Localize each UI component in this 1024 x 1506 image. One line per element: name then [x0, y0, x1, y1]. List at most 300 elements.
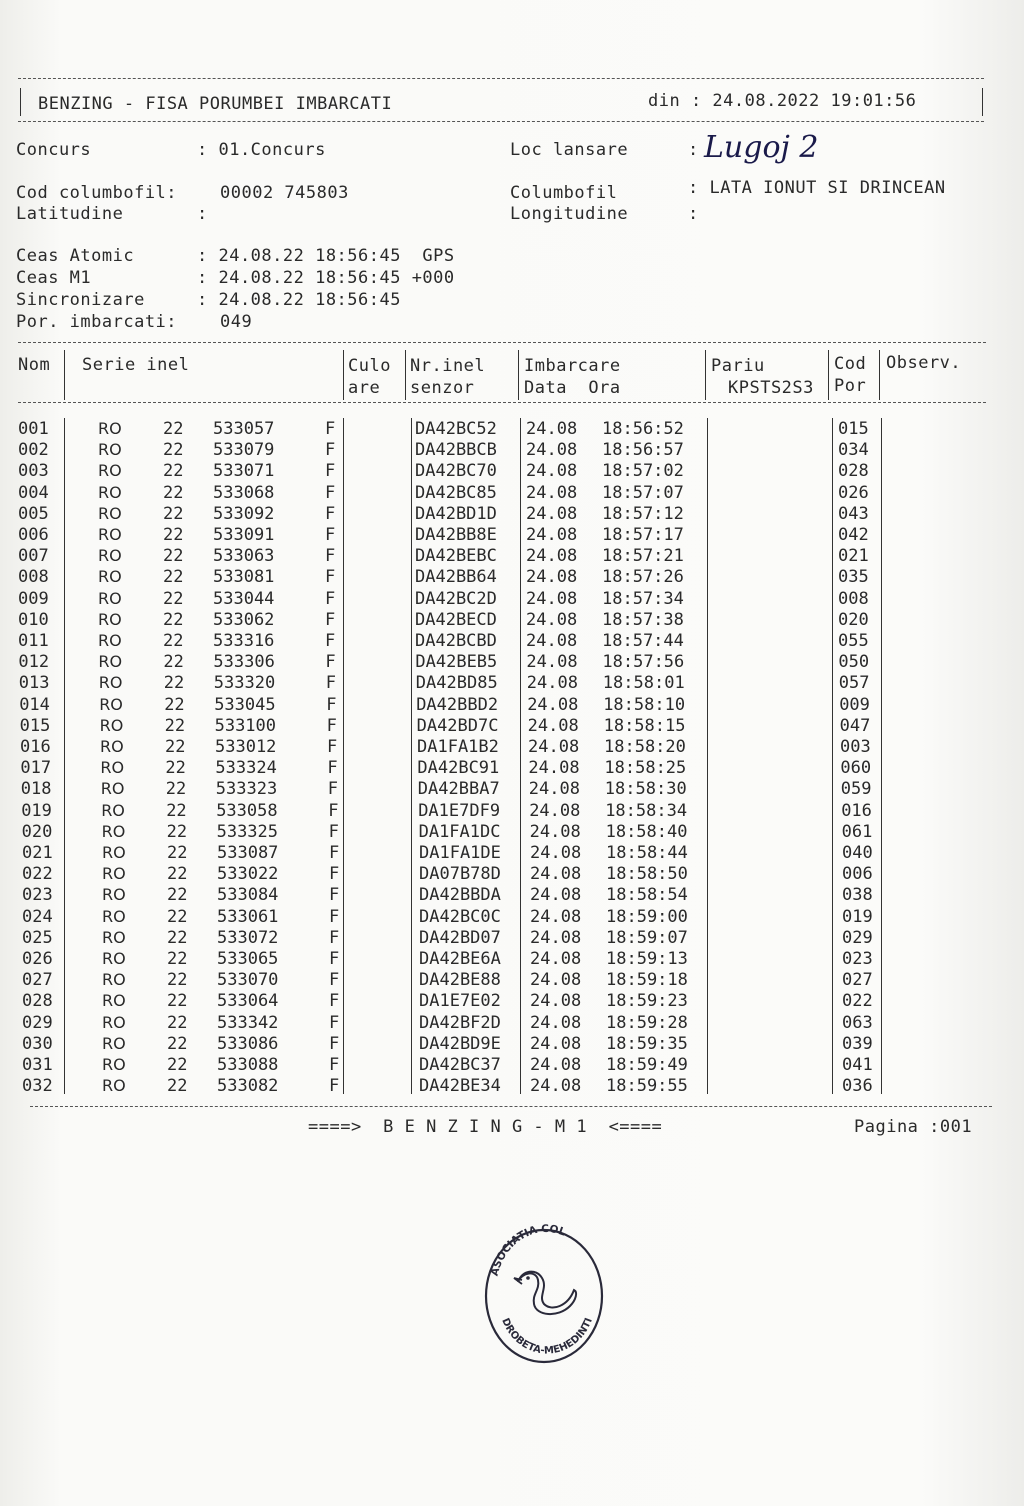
- cell-cod: 029: [842, 927, 873, 948]
- cell-ora: 18:59:28: [606, 1012, 688, 1033]
- cell-tara: RO: [98, 631, 122, 650]
- cell-nr: 533081: [213, 567, 275, 588]
- cell-ora: 18:57:34: [602, 588, 684, 609]
- col-culoare-header: Culo: [348, 356, 391, 376]
- cell-data: 24.08: [526, 673, 578, 694]
- cell-senzor: DA42BE6A: [419, 949, 501, 969]
- cell-cod: 055: [838, 631, 869, 651]
- cell-sex: F: [327, 737, 338, 757]
- cell-sex: F: [326, 715, 337, 736]
- cell-senzor: DA1FA1DC: [418, 821, 501, 842]
- cell-nom: 005: [18, 503, 49, 524]
- cell-an: 22: [167, 1012, 188, 1033]
- table-row: [0, 483, 1024, 504]
- table-row: [0, 419, 1024, 440]
- sincronizare-label: Sincronizare: [16, 290, 145, 310]
- cell-tara: RO: [102, 843, 126, 862]
- cell-tara: RO: [101, 800, 125, 820]
- col-imbarcare-header: Imbarcare: [524, 356, 621, 376]
- cell-cod: 026: [838, 482, 869, 503]
- hdr-sep-7: [879, 350, 880, 400]
- cell-tara: RO: [99, 694, 123, 714]
- cell-data: 24.08: [528, 758, 580, 779]
- cell-senzor: DA42BBCB: [415, 440, 497, 461]
- cell-ora: 18:59:35: [606, 1033, 688, 1054]
- cell-tara: RO: [102, 1076, 126, 1096]
- header-left-border: [20, 88, 21, 116]
- cell-cod: 027: [842, 970, 873, 991]
- table-bottom-rule: [30, 1106, 992, 1107]
- cell-an: 22: [167, 927, 188, 948]
- cell-tara: RO: [100, 779, 125, 799]
- cell-senzor: DA42BC85: [415, 482, 497, 503]
- ceas-m1-label: Ceas M1: [16, 268, 92, 288]
- cell-nom: 013: [18, 673, 50, 694]
- cell-data: 24.08: [530, 991, 582, 1012]
- cell-data: 24.08: [526, 440, 578, 461]
- col-culoare-header-2: are: [348, 378, 381, 398]
- cell-ora: 18:58:40: [605, 821, 688, 842]
- cell-ora: 18:57:26: [602, 567, 684, 588]
- cell-nom: 022: [22, 864, 53, 885]
- cell-sex: F: [327, 758, 338, 779]
- cell-ora: 18:56:52: [602, 419, 684, 439]
- cell-nr: 533044: [213, 588, 275, 609]
- cell-data: 24.08: [530, 885, 582, 906]
- latitudine-label: Latitudine: [16, 204, 124, 224]
- table-row: [0, 928, 1024, 949]
- cell-data: 24.08: [526, 482, 578, 503]
- table-row: [0, 907, 1024, 928]
- table-row: [0, 779, 1024, 800]
- columbofil-value: : LATA IONUT SI DRINCEAN: [688, 178, 946, 198]
- cell-cod: 059: [840, 779, 872, 800]
- cell-cod: 043: [838, 503, 869, 524]
- cell-tara: RO: [98, 567, 122, 587]
- cell-sex: F: [325, 503, 336, 524]
- cell-nom: 032: [22, 1076, 53, 1097]
- cell-ora: 18:58:01: [602, 673, 685, 694]
- cell-data: 24.08: [526, 631, 578, 651]
- table-row: [0, 949, 1024, 970]
- cell-senzor: DA42BE88: [419, 970, 501, 991]
- cell-ora: 18:58:34: [605, 800, 688, 821]
- cell-ora: 18:56:57: [602, 440, 684, 461]
- cell-cod: 035: [838, 567, 869, 588]
- cell-sex: F: [329, 906, 340, 927]
- cell-an: 22: [163, 609, 184, 630]
- cell-cod: 003: [840, 737, 871, 757]
- cell-ora: 18:58:20: [604, 737, 686, 757]
- header-right-border: [982, 88, 983, 116]
- cell-data: 24.08: [530, 864, 582, 885]
- cell-senzor: DA42BD1D: [415, 503, 497, 524]
- cell-data: 24.08: [527, 694, 579, 715]
- cell-nom: 017: [20, 758, 52, 779]
- cell-nom: 021: [22, 843, 53, 863]
- cell-sex: F: [325, 567, 336, 588]
- cell-ora: 18:59:23: [606, 991, 688, 1012]
- cell-ora: 18:57:17: [602, 525, 684, 545]
- cell-nr: 533012: [215, 737, 277, 757]
- cell-nom: 023: [22, 885, 53, 906]
- cell-sex: F: [325, 461, 336, 482]
- cell-senzor: DA42BB64: [415, 567, 497, 588]
- cell-nr: 533088: [217, 1055, 279, 1075]
- cell-nr: 533091: [213, 525, 275, 545]
- cell-nr: 533306: [213, 652, 275, 673]
- cell-senzor: DA42BEB5: [415, 652, 498, 673]
- cell-sex: F: [328, 800, 339, 821]
- cell-nom: 029: [22, 1012, 53, 1033]
- cell-tara: RO: [102, 949, 126, 968]
- concurs-label: Concurs: [16, 140, 92, 160]
- cell-tara: RO: [102, 927, 126, 947]
- cell-data: 24.08: [530, 1076, 582, 1097]
- cell-nr: 533064: [217, 991, 279, 1012]
- cell-nom: 014: [19, 694, 50, 715]
- cell-an: 22: [163, 419, 184, 439]
- cell-ora: 18:59:00: [606, 906, 688, 927]
- cell-senzor: DA1E7DF9: [418, 800, 501, 821]
- cell-data: 24.08: [528, 737, 580, 757]
- cell-ora: 18:59:55: [606, 1076, 688, 1097]
- hdr-sep-1: [64, 350, 65, 400]
- table-row: [0, 737, 1024, 758]
- cell-ora: 18:57:44: [602, 631, 684, 651]
- cell-senzor: DA42BC0C: [419, 906, 501, 927]
- cell-an: 22: [167, 864, 188, 885]
- cell-nr: 533323: [215, 779, 278, 800]
- cell-an: 22: [163, 567, 184, 588]
- cell-nom: 031: [22, 1055, 53, 1075]
- cell-nr: 533079: [213, 440, 275, 461]
- cell-cod: 016: [841, 800, 872, 821]
- hdr-sep-2: [343, 350, 344, 400]
- cell-ora: 18:57:21: [602, 546, 684, 567]
- cell-data: 24.08: [530, 927, 582, 948]
- cell-an: 22: [163, 652, 184, 673]
- table-row: [0, 801, 1024, 822]
- cell-data: 24.08: [529, 821, 581, 842]
- cell-sex: F: [329, 1055, 340, 1075]
- table-header-top-rule: [18, 342, 986, 343]
- cell-nr: 533057: [213, 419, 275, 439]
- table-row: [0, 716, 1024, 737]
- cell-senzor: DA42BC52: [415, 419, 497, 439]
- cell-an: 22: [167, 970, 188, 991]
- cell-an: 22: [167, 1055, 188, 1075]
- cell-tara: RO: [102, 906, 126, 926]
- page-number: Pagina :001: [854, 1117, 973, 1137]
- cell-cod: 036: [842, 1076, 873, 1097]
- cell-data: 24.08: [526, 546, 578, 567]
- cod-columbofil-value: 00002 745803: [220, 183, 349, 203]
- cell-an: 22: [166, 800, 187, 821]
- hdr-sep-4: [518, 350, 519, 400]
- cell-nom: 025: [22, 927, 53, 948]
- cell-data: 24.08: [526, 652, 578, 673]
- cell-an: 22: [163, 440, 184, 461]
- cell-nom: 027: [22, 970, 53, 991]
- cell-tara: RO: [98, 461, 122, 481]
- cell-nom: 024: [22, 906, 53, 927]
- col-nr-inel-header: Nr.inel: [410, 356, 486, 376]
- cell-an: 22: [163, 631, 184, 651]
- concurs-value: : 01.Concurs: [197, 140, 326, 160]
- col-senzor-header: senzor: [410, 378, 475, 398]
- cell-cod: 047: [839, 715, 871, 736]
- cell-an: 22: [164, 694, 185, 715]
- cell-an: 22: [165, 758, 186, 779]
- cell-nom: 019: [21, 800, 52, 821]
- cell-data: 24.08: [526, 461, 578, 482]
- cell-nr: 533100: [214, 715, 277, 736]
- cell-tara: RO: [102, 864, 126, 884]
- cell-nr: 533022: [217, 864, 279, 885]
- col-por-header: Por: [834, 376, 867, 396]
- cell-cod: 041: [842, 1055, 873, 1075]
- cell-tara: RO: [99, 715, 124, 735]
- cell-senzor: DA07B78D: [419, 864, 501, 885]
- cell-nr: 533342: [217, 1012, 279, 1033]
- table-row: [0, 864, 1024, 885]
- cell-nr: 533086: [217, 1033, 279, 1054]
- cell-nom: 015: [19, 715, 51, 736]
- cell-an: 22: [164, 715, 186, 736]
- cell-nr: 533316: [213, 631, 275, 651]
- cell-tara: RO: [100, 737, 124, 756]
- cell-senzor: DA1E7E02: [419, 991, 501, 1012]
- cell-cod: 008: [838, 588, 869, 609]
- cell-data: 24.08: [530, 1055, 582, 1075]
- cell-data: 24.08: [530, 906, 582, 927]
- cell-senzor: DA42BD7C: [416, 715, 499, 736]
- table-row: [0, 1076, 1024, 1097]
- cell-senzor: DA42BCBD: [415, 631, 497, 651]
- cell-senzor: DA42BBD2: [416, 694, 499, 715]
- cell-nr: 533324: [215, 758, 277, 779]
- table-row: [0, 1055, 1024, 1076]
- table-row: [0, 822, 1024, 843]
- table-row: [0, 758, 1024, 779]
- cell-data: 24.08: [526, 567, 578, 588]
- loc-lansare-colon: :: [688, 140, 699, 160]
- table-row: [0, 695, 1024, 716]
- cell-an: 22: [167, 1076, 188, 1097]
- cell-nr: 533084: [217, 885, 279, 906]
- cell-nr: 533062: [213, 609, 275, 630]
- cell-sex: F: [325, 482, 336, 503]
- document-title: BENZING - FISA PORUMBEI IMBARCATI: [38, 94, 393, 114]
- cell-ora: 18:59:49: [606, 1055, 688, 1075]
- cell-ora: 18:57:38: [602, 609, 684, 630]
- cell-nom: 003: [18, 461, 49, 482]
- svg-text:DROBETA-MEHEDINTI: DROBETA-MEHEDINTI: [499, 1316, 595, 1357]
- cell-cod: 042: [838, 525, 869, 545]
- cell-sex: F: [326, 694, 337, 715]
- table-row: [0, 970, 1024, 991]
- hdr-sep-5: [705, 350, 706, 400]
- cell-sex: F: [325, 673, 337, 694]
- cell-cod: 020: [838, 609, 869, 630]
- cell-nom: 009: [18, 588, 49, 609]
- cell-an: 22: [167, 906, 188, 927]
- cell-ora: 18:59:18: [606, 970, 688, 991]
- cell-cod: 060: [840, 758, 872, 779]
- cell-cod: 021: [838, 546, 869, 567]
- cell-senzor: DA42BECD: [415, 609, 497, 630]
- cell-sex: F: [325, 652, 336, 673]
- cell-nr: 533068: [213, 482, 275, 503]
- cell-data: 24.08: [530, 1012, 582, 1033]
- cell-cod: 006: [842, 864, 873, 885]
- table-row: [0, 843, 1024, 864]
- sincronizare-value: : 24.08.22 18:56:45: [197, 290, 401, 310]
- cell-nom: 012: [18, 652, 50, 673]
- header-bottom-rule: [18, 121, 984, 122]
- cell-sex: F: [329, 1012, 340, 1033]
- cell-nr: 533087: [217, 843, 279, 863]
- hdr-sep-6: [828, 350, 829, 400]
- col-data-ora-header: Data Ora: [524, 378, 621, 398]
- table-row: [0, 652, 1024, 673]
- cell-sex: F: [329, 885, 340, 906]
- cell-nr: 533058: [216, 800, 278, 821]
- cell-nom: 018: [20, 779, 52, 800]
- cell-sex: F: [329, 927, 340, 948]
- cell-cod: 050: [838, 652, 870, 673]
- cell-ora: 18:58:10: [603, 694, 686, 715]
- cell-senzor: DA42BC91: [417, 758, 500, 779]
- cell-tara: RO: [101, 821, 126, 841]
- cell-sex: F: [325, 609, 336, 630]
- cell-tara: RO: [102, 885, 126, 905]
- cell-sex: F: [329, 1076, 340, 1097]
- table-row: [0, 525, 1024, 546]
- cell-nom: 008: [18, 567, 49, 588]
- cell-sex: F: [329, 949, 340, 969]
- cell-sex: F: [328, 821, 339, 842]
- cod-columbofil-label: Cod columbofil:: [16, 183, 178, 203]
- cell-tara: RO: [102, 1033, 126, 1053]
- cell-senzor: DA42BD07: [419, 927, 501, 948]
- col-kpsts-header: KPSTS2S3: [728, 378, 814, 398]
- cell-nom: 010: [18, 609, 49, 630]
- cell-data: 24.08: [526, 503, 578, 524]
- cell-tara: RO: [102, 1012, 126, 1032]
- col-serie-header: Serie inel: [82, 355, 190, 375]
- cell-an: 22: [167, 949, 188, 969]
- cell-an: 22: [167, 1033, 188, 1054]
- cell-nom: 006: [18, 525, 49, 545]
- cell-nom: 028: [22, 991, 53, 1012]
- cell-tara: RO: [98, 440, 122, 460]
- cell-ora: 18:57:56: [602, 652, 685, 673]
- cell-ora: 18:58:44: [606, 843, 688, 863]
- cell-cod: 009: [839, 694, 870, 715]
- table-row: [0, 1013, 1024, 1034]
- cell-cod: 022: [842, 991, 873, 1012]
- cell-an: 22: [165, 737, 186, 757]
- cell-an: 22: [163, 588, 184, 609]
- cell-tara: RO: [98, 503, 122, 523]
- cell-data: 24.08: [530, 1033, 582, 1054]
- cell-ora: 18:59:13: [606, 949, 688, 969]
- cell-nom: 016: [20, 737, 51, 757]
- ceas-m1-value: : 24.08.22 18:56:45 +000: [197, 268, 455, 288]
- cell-an: 22: [167, 843, 188, 863]
- cell-data: 24.08: [526, 419, 578, 439]
- cell-cod: 061: [841, 821, 873, 842]
- cell-senzor: DA42BD85: [415, 673, 498, 694]
- cell-an: 22: [167, 991, 188, 1012]
- cell-nom: 030: [22, 1033, 53, 1054]
- cell-ora: 18:58:15: [603, 715, 686, 736]
- cell-nr: 533325: [216, 821, 279, 842]
- col-nom-header: Nom: [18, 355, 51, 375]
- cell-tara: RO: [98, 673, 123, 693]
- cell-senzor: DA42BC70: [415, 461, 497, 482]
- cell-an: 22: [163, 461, 184, 482]
- cell-tara: RO: [98, 525, 122, 544]
- cell-data: 24.08: [528, 779, 580, 800]
- cell-sex: F: [329, 864, 340, 885]
- cell-tara: RO: [98, 588, 122, 608]
- cell-tara: RO: [102, 991, 126, 1011]
- cell-sex: F: [325, 546, 336, 567]
- cell-cod: 063: [842, 1012, 873, 1033]
- loc-lansare-label: Loc lansare: [510, 140, 629, 160]
- hdr-sep-3: [405, 350, 406, 400]
- cell-an: 22: [163, 525, 184, 545]
- col-cod-header: Cod: [834, 354, 867, 374]
- table-row: [0, 610, 1024, 631]
- cell-senzor: DA42BD9E: [419, 1033, 501, 1054]
- cell-data: 24.08: [530, 949, 582, 969]
- cell-sex: F: [329, 991, 340, 1012]
- cell-an: 22: [163, 503, 184, 524]
- cell-nom: 011: [18, 631, 49, 651]
- cell-data: 24.08: [530, 843, 582, 863]
- cell-tara: RO: [102, 970, 126, 990]
- cell-tara: RO: [98, 482, 122, 502]
- footer-banner: ====> B E N Z I N G - M 1 <====: [308, 1117, 663, 1137]
- print-date: din : 24.08.2022 19:01:56: [648, 91, 917, 111]
- cell-sex: F: [329, 1033, 340, 1054]
- columbofil-label: Columbofil: [510, 183, 618, 203]
- table-row: [0, 673, 1024, 694]
- cell-nr: 533092: [213, 503, 275, 524]
- col-observ-header: Observ.: [886, 353, 962, 373]
- cell-sex: F: [325, 419, 336, 439]
- loc-lansare-handwritten: Lugoj 2: [704, 130, 819, 165]
- cell-sex: F: [329, 843, 340, 863]
- cell-sex: F: [325, 440, 336, 461]
- cell-nom: 026: [22, 949, 53, 969]
- cell-an: 22: [163, 482, 184, 503]
- cell-nr: 533072: [217, 927, 279, 948]
- cell-tara: RO: [98, 546, 122, 566]
- cell-sex: F: [325, 631, 336, 651]
- cell-senzor: DA42BC2D: [415, 588, 497, 609]
- cell-sex: F: [329, 970, 340, 991]
- cell-an: 22: [163, 546, 184, 567]
- association-stamp: [478, 1220, 614, 1370]
- cell-sex: F: [325, 525, 336, 545]
- cell-ora: 18:58:50: [606, 864, 688, 885]
- cell-an: 22: [163, 673, 185, 694]
